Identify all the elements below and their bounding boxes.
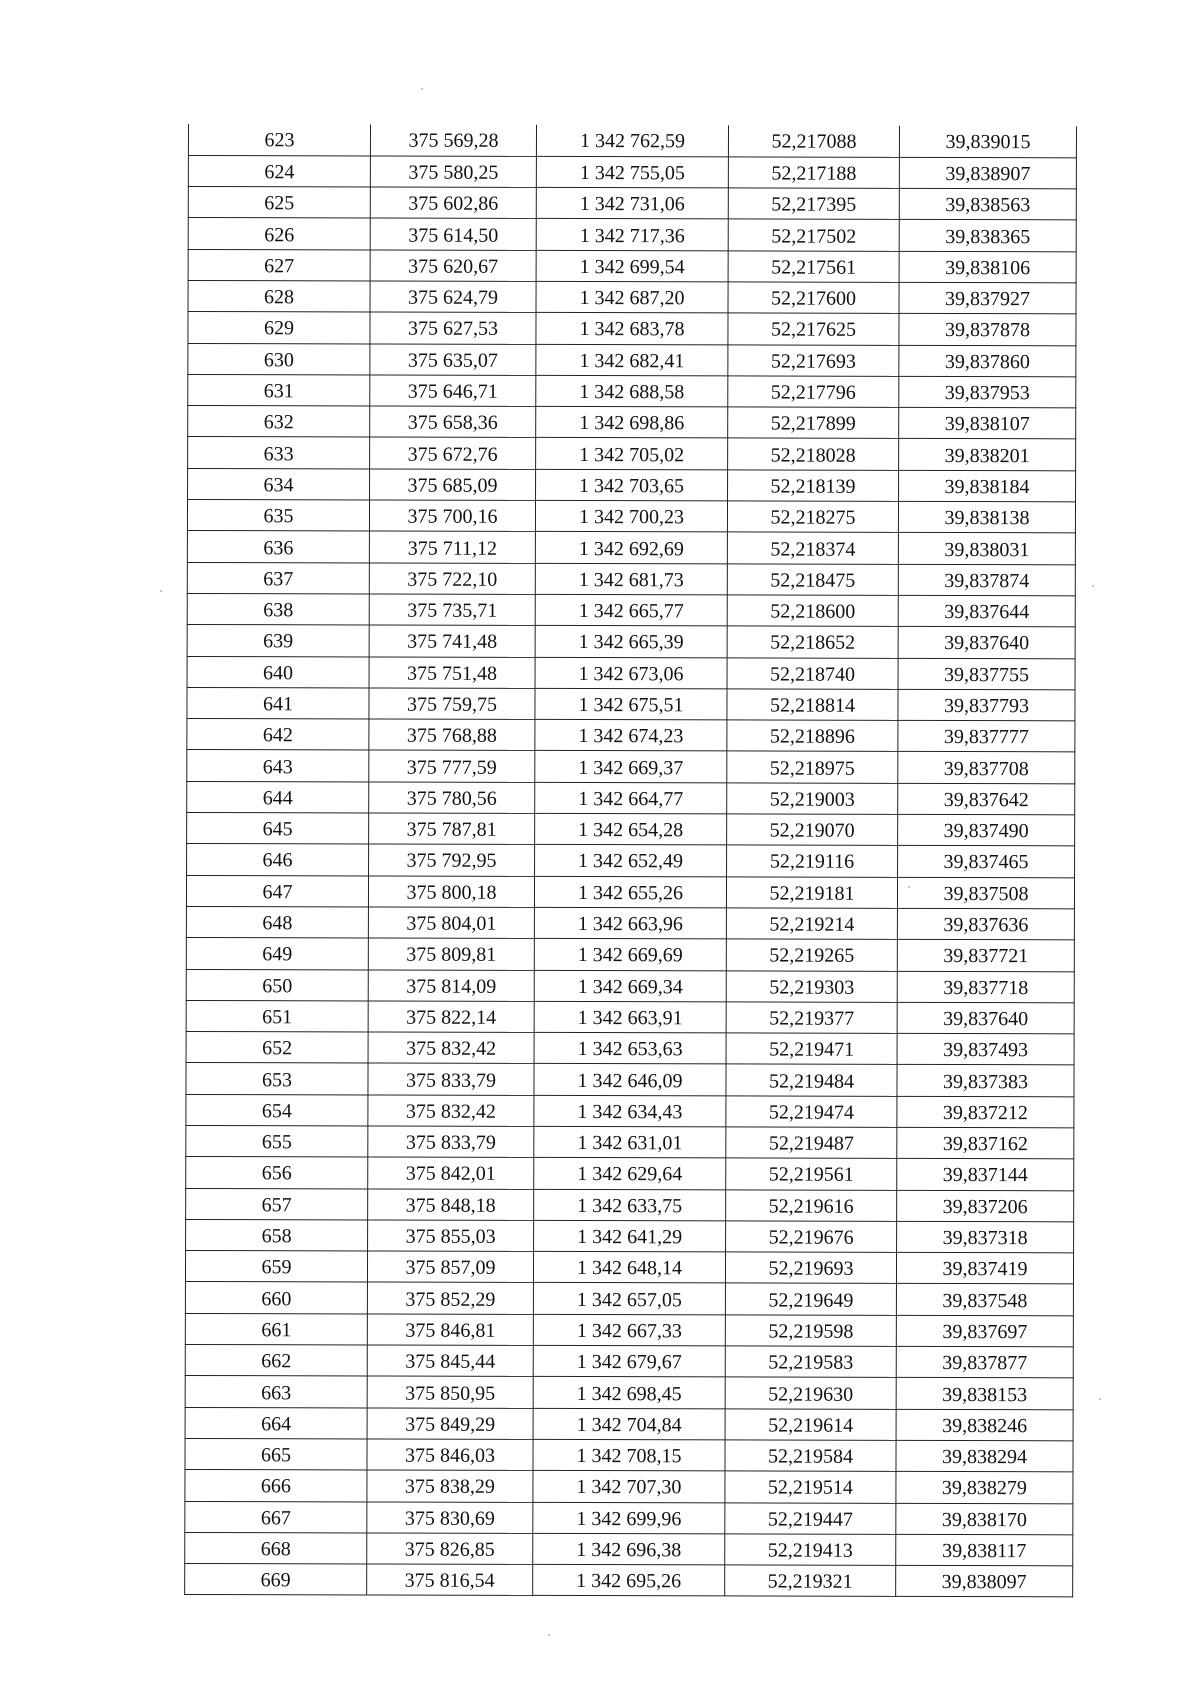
table-row [187, 500, 1075, 534]
x-coordinate-cell: 375 624,79 [370, 281, 536, 313]
x-coordinate-cell: 375 833,79 [368, 1063, 534, 1095]
y-coordinate-cell: 1 342 692,69 [535, 532, 727, 564]
y-coordinate-cell: 1 342 708,15 [533, 1439, 725, 1471]
x-coordinate-cell: 375 787,81 [369, 813, 535, 845]
y-coordinate-cell: 1 342 634,43 [534, 1095, 726, 1127]
table-row [186, 1032, 1074, 1066]
point-number-cell: 625 [188, 187, 370, 219]
scan-speck [908, 886, 910, 888]
x-coordinate-cell: 375 620,67 [370, 250, 536, 282]
x-coordinate-cell: 375 857,09 [367, 1251, 533, 1283]
longitude-cell: 39,837465 [898, 846, 1075, 878]
latitude-cell: 52,218896 [727, 720, 898, 752]
longitude-cell: 39,837755 [898, 658, 1075, 690]
table-row [186, 938, 1074, 972]
y-coordinate-cell: 1 342 629,64 [534, 1158, 726, 1190]
y-coordinate-cell: 1 342 657,05 [533, 1283, 725, 1315]
y-coordinate-cell: 1 342 648,14 [533, 1252, 725, 1284]
table-row [188, 343, 1076, 377]
latitude-cell: 52,219561 [726, 1158, 897, 1190]
longitude-cell: 39,838246 [896, 1409, 1073, 1441]
x-coordinate-cell: 375 826,85 [367, 1533, 533, 1565]
latitude-cell: 52,219303 [726, 970, 897, 1002]
latitude-cell: 52,219514 [725, 1471, 896, 1503]
point-number-cell: 652 [186, 1032, 368, 1064]
point-number-cell: 667 [185, 1501, 367, 1533]
x-coordinate-cell: 375 809,81 [368, 938, 534, 970]
x-coordinate-cell: 375 846,81 [367, 1314, 533, 1346]
table-row [188, 187, 1076, 221]
point-number-cell: 623 [188, 124, 370, 156]
point-number-cell: 659 [185, 1251, 367, 1283]
point-number-cell: 641 [187, 687, 369, 719]
longitude-cell: 39,837708 [898, 752, 1075, 784]
point-number-cell: 661 [185, 1313, 367, 1345]
longitude-cell: 39,837793 [898, 689, 1075, 721]
longitude-cell: 39,837383 [897, 1065, 1074, 1097]
longitude-cell: 39,837718 [897, 971, 1074, 1003]
longitude-cell: 39,837878 [899, 314, 1076, 346]
longitude-cell: 39,837508 [897, 877, 1074, 909]
x-coordinate-cell: 375 832,42 [368, 1032, 534, 1064]
latitude-cell: 52,219649 [725, 1283, 896, 1315]
latitude-cell: 52,218475 [727, 564, 898, 596]
point-number-cell: 636 [187, 531, 369, 563]
y-coordinate-cell: 1 342 665,77 [535, 594, 727, 626]
point-number-cell: 639 [187, 625, 369, 657]
point-number-cell: 658 [186, 1219, 368, 1251]
y-coordinate-cell: 1 342 698,86 [536, 407, 728, 439]
longitude-cell: 39,837490 [898, 814, 1075, 846]
y-coordinate-cell: 1 342 653,63 [534, 1033, 726, 1065]
longitude-cell: 39,838031 [898, 533, 1075, 565]
table-row [186, 1094, 1074, 1128]
y-coordinate-cell: 1 342 673,06 [535, 657, 727, 689]
longitude-cell: 39,838184 [899, 470, 1076, 502]
longitude-cell: 39,838365 [899, 220, 1076, 252]
longitude-cell: 39,838907 [899, 157, 1076, 189]
x-coordinate-cell: 375 635,07 [370, 344, 536, 376]
table-row [187, 844, 1075, 878]
table-row [187, 750, 1075, 784]
longitude-cell: 39,837493 [897, 1033, 1074, 1065]
x-coordinate-cell: 375 814,09 [368, 969, 534, 1001]
latitude-cell: 52,218975 [727, 751, 898, 783]
y-coordinate-cell: 1 342 698,45 [533, 1377, 725, 1409]
y-coordinate-cell: 1 342 631,01 [534, 1126, 726, 1158]
point-number-cell: 631 [188, 374, 370, 406]
x-coordinate-cell: 375 735,71 [369, 594, 535, 626]
y-coordinate-cell: 1 342 683,78 [536, 313, 728, 345]
latitude-cell: 52,218374 [727, 532, 898, 564]
table-row [186, 1063, 1074, 1097]
x-coordinate-cell: 375 646,71 [370, 375, 536, 407]
longitude-cell: 39,837640 [897, 1002, 1074, 1034]
y-coordinate-cell: 1 342 669,37 [535, 751, 727, 783]
coordinates-table-body [185, 124, 1077, 1597]
table-row [186, 1125, 1074, 1159]
longitude-cell: 39,837642 [898, 783, 1075, 815]
table-row [187, 562, 1075, 596]
x-coordinate-cell: 375 658,36 [370, 406, 536, 438]
latitude-cell: 52,219474 [726, 1096, 897, 1128]
table-row [187, 625, 1075, 659]
table-row [188, 218, 1076, 252]
point-number-cell: 650 [186, 969, 368, 1001]
latitude-cell: 52,217625 [728, 313, 899, 345]
longitude-cell: 39,837721 [897, 940, 1074, 972]
table-row [187, 531, 1075, 565]
latitude-cell: 52,219265 [726, 939, 897, 971]
x-coordinate-cell: 375 722,10 [369, 563, 535, 595]
longitude-cell: 39,838294 [896, 1440, 1073, 1472]
x-coordinate-cell: 375 685,09 [370, 469, 536, 501]
x-coordinate-cell: 375 768,88 [369, 719, 535, 751]
x-coordinate-cell: 375 838,29 [367, 1470, 533, 1502]
point-number-cell: 635 [187, 500, 369, 532]
latitude-cell: 52,217088 [728, 125, 899, 157]
table-row [186, 1219, 1074, 1253]
longitude-cell: 39,838170 [896, 1503, 1073, 1535]
longitude-cell: 39,837318 [897, 1221, 1074, 1253]
latitude-cell: 52,219584 [725, 1440, 896, 1472]
longitude-cell: 39,838097 [896, 1566, 1073, 1598]
latitude-cell: 52,219484 [726, 1064, 897, 1096]
x-coordinate-cell: 375 800,18 [368, 876, 534, 908]
latitude-cell: 52,217796 [728, 376, 899, 408]
table-row [188, 312, 1076, 346]
y-coordinate-cell: 1 342 707,30 [533, 1471, 725, 1503]
longitude-cell: 39,837548 [896, 1284, 1073, 1316]
latitude-cell: 52,219070 [727, 814, 898, 846]
latitude-cell: 52,217600 [728, 282, 899, 314]
table-row [187, 656, 1075, 690]
x-coordinate-cell: 375 855,03 [368, 1220, 534, 1252]
latitude-cell: 52,217502 [728, 219, 899, 251]
x-coordinate-cell: 375 792,95 [369, 844, 535, 876]
table-row [185, 1501, 1073, 1535]
x-coordinate-cell: 375 741,48 [369, 625, 535, 657]
table-row [185, 1313, 1073, 1347]
y-coordinate-cell: 1 342 696,38 [533, 1533, 725, 1565]
point-number-cell: 630 [188, 343, 370, 375]
point-number-cell: 638 [187, 593, 369, 625]
x-coordinate-cell: 375 777,59 [369, 750, 535, 782]
point-number-cell: 660 [185, 1282, 367, 1314]
y-coordinate-cell: 1 342 755,05 [536, 156, 728, 188]
x-coordinate-cell: 375 672,76 [370, 437, 536, 469]
y-coordinate-cell: 1 342 704,84 [533, 1408, 725, 1440]
longitude-cell: 39,837697 [896, 1315, 1073, 1347]
latitude-cell: 52,219614 [725, 1409, 896, 1441]
latitude-cell: 52,219447 [725, 1502, 896, 1534]
point-number-cell: 646 [187, 844, 369, 876]
longitude-cell: 39,837777 [898, 721, 1075, 753]
longitude-cell: 39,837640 [898, 627, 1075, 659]
y-coordinate-cell: 1 342 641,29 [534, 1220, 726, 1252]
x-coordinate-cell: 375 822,14 [368, 1001, 534, 1033]
latitude-cell: 52,219003 [727, 783, 898, 815]
y-coordinate-cell: 1 342 652,49 [535, 845, 727, 877]
y-coordinate-cell: 1 342 699,54 [536, 250, 728, 282]
point-number-cell: 664 [185, 1407, 367, 1439]
longitude-cell: 39,838153 [896, 1378, 1073, 1410]
latitude-cell: 52,219676 [726, 1221, 897, 1253]
table-row [185, 1438, 1073, 1472]
point-number-cell: 653 [186, 1063, 368, 1095]
table-row [188, 406, 1076, 440]
longitude-cell: 39,837644 [898, 595, 1075, 627]
x-coordinate-cell: 375 780,56 [369, 782, 535, 814]
y-coordinate-cell: 1 342 762,59 [536, 125, 728, 157]
x-coordinate-cell: 375 751,48 [369, 657, 535, 689]
point-number-cell: 632 [188, 406, 370, 438]
x-coordinate-cell: 375 569,28 [370, 124, 536, 156]
x-coordinate-cell: 375 833,79 [368, 1126, 534, 1158]
longitude-cell: 39,839015 [899, 126, 1076, 158]
y-coordinate-cell: 1 342 669,69 [534, 939, 726, 971]
latitude-cell: 52,219321 [725, 1565, 896, 1597]
x-coordinate-cell: 375 711,12 [369, 531, 535, 563]
x-coordinate-cell: 375 804,01 [368, 907, 534, 939]
latitude-cell: 52,219471 [726, 1033, 897, 1065]
point-number-cell: 666 [185, 1470, 367, 1502]
y-coordinate-cell: 1 342 681,73 [535, 563, 727, 595]
point-number-cell: 640 [187, 656, 369, 688]
point-number-cell: 648 [186, 906, 368, 938]
x-coordinate-cell: 375 602,86 [370, 187, 536, 219]
x-coordinate-cell: 375 614,50 [370, 218, 536, 250]
point-number-cell: 644 [187, 781, 369, 813]
table-row [188, 437, 1076, 471]
latitude-cell: 52,218028 [728, 438, 899, 470]
table-row [188, 280, 1076, 314]
y-coordinate-cell: 1 342 654,28 [535, 813, 727, 845]
table-row [188, 374, 1076, 408]
table-row [187, 719, 1075, 753]
latitude-cell: 52,219181 [726, 877, 897, 909]
point-number-cell: 629 [188, 312, 370, 344]
table-row [185, 1470, 1073, 1504]
longitude-cell: 39,838138 [898, 501, 1075, 533]
y-coordinate-cell: 1 342 705,02 [536, 438, 728, 470]
point-number-cell: 628 [188, 280, 370, 312]
latitude-cell: 52,219487 [726, 1127, 897, 1159]
point-number-cell: 662 [185, 1345, 367, 1377]
latitude-cell: 52,219693 [725, 1252, 896, 1284]
longitude-cell: 39,837419 [896, 1253, 1073, 1285]
table-row [185, 1532, 1073, 1566]
x-coordinate-cell: 375 580,25 [370, 156, 536, 188]
longitude-cell: 39,837162 [897, 1127, 1074, 1159]
point-number-cell: 669 [185, 1564, 367, 1596]
point-number-cell: 627 [188, 249, 370, 281]
longitude-cell: 39,837874 [898, 564, 1075, 596]
latitude-cell: 52,217395 [728, 188, 899, 220]
table-row [186, 1157, 1074, 1191]
x-coordinate-cell: 375 816,54 [367, 1564, 533, 1596]
point-number-cell: 656 [186, 1157, 368, 1189]
point-number-cell: 647 [186, 875, 368, 907]
table-row [185, 1376, 1073, 1410]
table-row [186, 1188, 1074, 1222]
table-row [185, 1407, 1073, 1441]
table-row [188, 155, 1076, 189]
latitude-cell: 52,219413 [725, 1534, 896, 1566]
point-number-cell: 655 [186, 1125, 368, 1157]
point-number-cell: 665 [185, 1438, 367, 1470]
x-coordinate-cell: 375 848,18 [368, 1189, 534, 1221]
y-coordinate-cell: 1 342 717,36 [536, 219, 728, 251]
table-row [185, 1345, 1073, 1379]
x-coordinate-cell: 375 845,44 [367, 1345, 533, 1377]
longitude-cell: 39,838117 [896, 1534, 1073, 1566]
point-number-cell: 654 [186, 1094, 368, 1126]
latitude-cell: 52,218740 [727, 657, 898, 689]
point-number-cell: 634 [188, 468, 370, 500]
table-row [187, 593, 1075, 627]
y-coordinate-cell: 1 342 655,26 [534, 876, 726, 908]
longitude-cell: 39,837927 [899, 282, 1076, 314]
latitude-cell: 52,219583 [725, 1346, 896, 1378]
latitude-cell: 52,217899 [728, 407, 899, 439]
latitude-cell: 52,217188 [728, 157, 899, 189]
longitude-cell: 39,837953 [899, 376, 1076, 408]
y-coordinate-cell: 1 342 669,34 [534, 970, 726, 1002]
table-row [186, 875, 1074, 909]
x-coordinate-cell: 375 832,42 [368, 1095, 534, 1127]
point-number-cell: 642 [187, 719, 369, 751]
latitude-cell: 52,219116 [727, 845, 898, 877]
table-row [188, 249, 1076, 283]
point-number-cell: 651 [186, 1000, 368, 1032]
x-coordinate-cell: 375 700,16 [369, 500, 535, 532]
point-number-cell: 645 [187, 813, 369, 845]
latitude-cell: 52,219377 [726, 1002, 897, 1034]
x-coordinate-cell: 375 842,01 [368, 1157, 534, 1189]
y-coordinate-cell: 1 342 665,39 [535, 626, 727, 658]
y-coordinate-cell: 1 342 674,23 [535, 720, 727, 752]
y-coordinate-cell: 1 342 682,41 [536, 344, 728, 376]
point-number-cell: 663 [185, 1376, 367, 1408]
point-number-cell: 637 [187, 562, 369, 594]
y-coordinate-cell: 1 342 667,33 [533, 1314, 725, 1346]
x-coordinate-cell: 375 830,69 [367, 1502, 533, 1534]
table-row [185, 1251, 1073, 1285]
point-number-cell: 633 [188, 437, 370, 469]
table-row [186, 906, 1074, 940]
longitude-cell: 39,837206 [897, 1190, 1074, 1222]
coordinates-table [184, 124, 1077, 1598]
scan-speck [421, 88, 423, 90]
y-coordinate-cell: 1 342 703,65 [536, 469, 728, 501]
y-coordinate-cell: 1 342 731,06 [536, 188, 728, 220]
x-coordinate-cell: 375 759,75 [369, 688, 535, 720]
point-number-cell: 643 [187, 750, 369, 782]
latitude-cell: 52,218275 [727, 501, 898, 533]
y-coordinate-cell: 1 342 663,91 [534, 1001, 726, 1033]
longitude-cell: 39,837212 [897, 1096, 1074, 1128]
longitude-cell: 39,837144 [897, 1159, 1074, 1191]
y-coordinate-cell: 1 342 687,20 [536, 281, 728, 313]
point-number-cell: 657 [186, 1188, 368, 1220]
y-coordinate-cell: 1 342 646,09 [534, 1064, 726, 1096]
table-row [188, 468, 1076, 502]
longitude-cell: 39,838107 [899, 408, 1076, 440]
longitude-cell: 39,838106 [899, 251, 1076, 283]
point-number-cell: 649 [186, 938, 368, 970]
y-coordinate-cell: 1 342 663,96 [534, 907, 726, 939]
latitude-cell: 52,218600 [727, 595, 898, 627]
latitude-cell: 52,217693 [728, 344, 899, 376]
latitude-cell: 52,219598 [725, 1315, 896, 1347]
latitude-cell: 52,218652 [727, 626, 898, 658]
longitude-cell: 39,837877 [896, 1346, 1073, 1378]
point-number-cell: 626 [188, 218, 370, 250]
latitude-cell: 52,218139 [728, 470, 899, 502]
table-row [187, 687, 1075, 721]
x-coordinate-cell: 375 849,29 [367, 1408, 533, 1440]
point-number-cell: 668 [185, 1532, 367, 1564]
y-coordinate-cell: 1 342 695,26 [533, 1565, 725, 1597]
longitude-cell: 39,838563 [899, 188, 1076, 220]
x-coordinate-cell: 375 850,95 [367, 1376, 533, 1408]
y-coordinate-cell: 1 342 688,58 [536, 375, 728, 407]
point-number-cell: 624 [188, 155, 370, 187]
latitude-cell: 52,218814 [727, 689, 898, 721]
table-row [186, 969, 1074, 1003]
x-coordinate-cell: 375 852,29 [367, 1282, 533, 1314]
latitude-cell: 52,219630 [725, 1377, 896, 1409]
scan-speck [160, 590, 162, 592]
y-coordinate-cell: 1 342 700,23 [535, 500, 727, 532]
x-coordinate-cell: 375 846,03 [367, 1439, 533, 1471]
table-row [185, 1282, 1073, 1316]
longitude-cell: 39,838201 [899, 439, 1076, 471]
longitude-cell: 39,837860 [899, 345, 1076, 377]
table-row [188, 124, 1076, 158]
longitude-cell: 39,838279 [896, 1472, 1073, 1504]
scan-speck [1092, 585, 1094, 587]
latitude-cell: 52,219616 [726, 1190, 897, 1222]
table-row [187, 781, 1075, 815]
latitude-cell: 52,217561 [728, 251, 899, 283]
latitude-cell: 52,219214 [726, 908, 897, 940]
y-coordinate-cell: 1 342 699,96 [533, 1502, 725, 1534]
table-row [187, 813, 1075, 847]
x-coordinate-cell: 375 627,53 [370, 312, 536, 344]
scan-speck [548, 1634, 550, 1636]
table-row [186, 1000, 1074, 1034]
y-coordinate-cell: 1 342 675,51 [535, 688, 727, 720]
longitude-cell: 39,837636 [897, 908, 1074, 940]
y-coordinate-cell: 1 342 679,67 [533, 1345, 725, 1377]
table-row [185, 1564, 1073, 1598]
y-coordinate-cell: 1 342 664,77 [535, 782, 727, 814]
y-coordinate-cell: 1 342 633,75 [534, 1189, 726, 1221]
scan-speck [1099, 1398, 1101, 1400]
